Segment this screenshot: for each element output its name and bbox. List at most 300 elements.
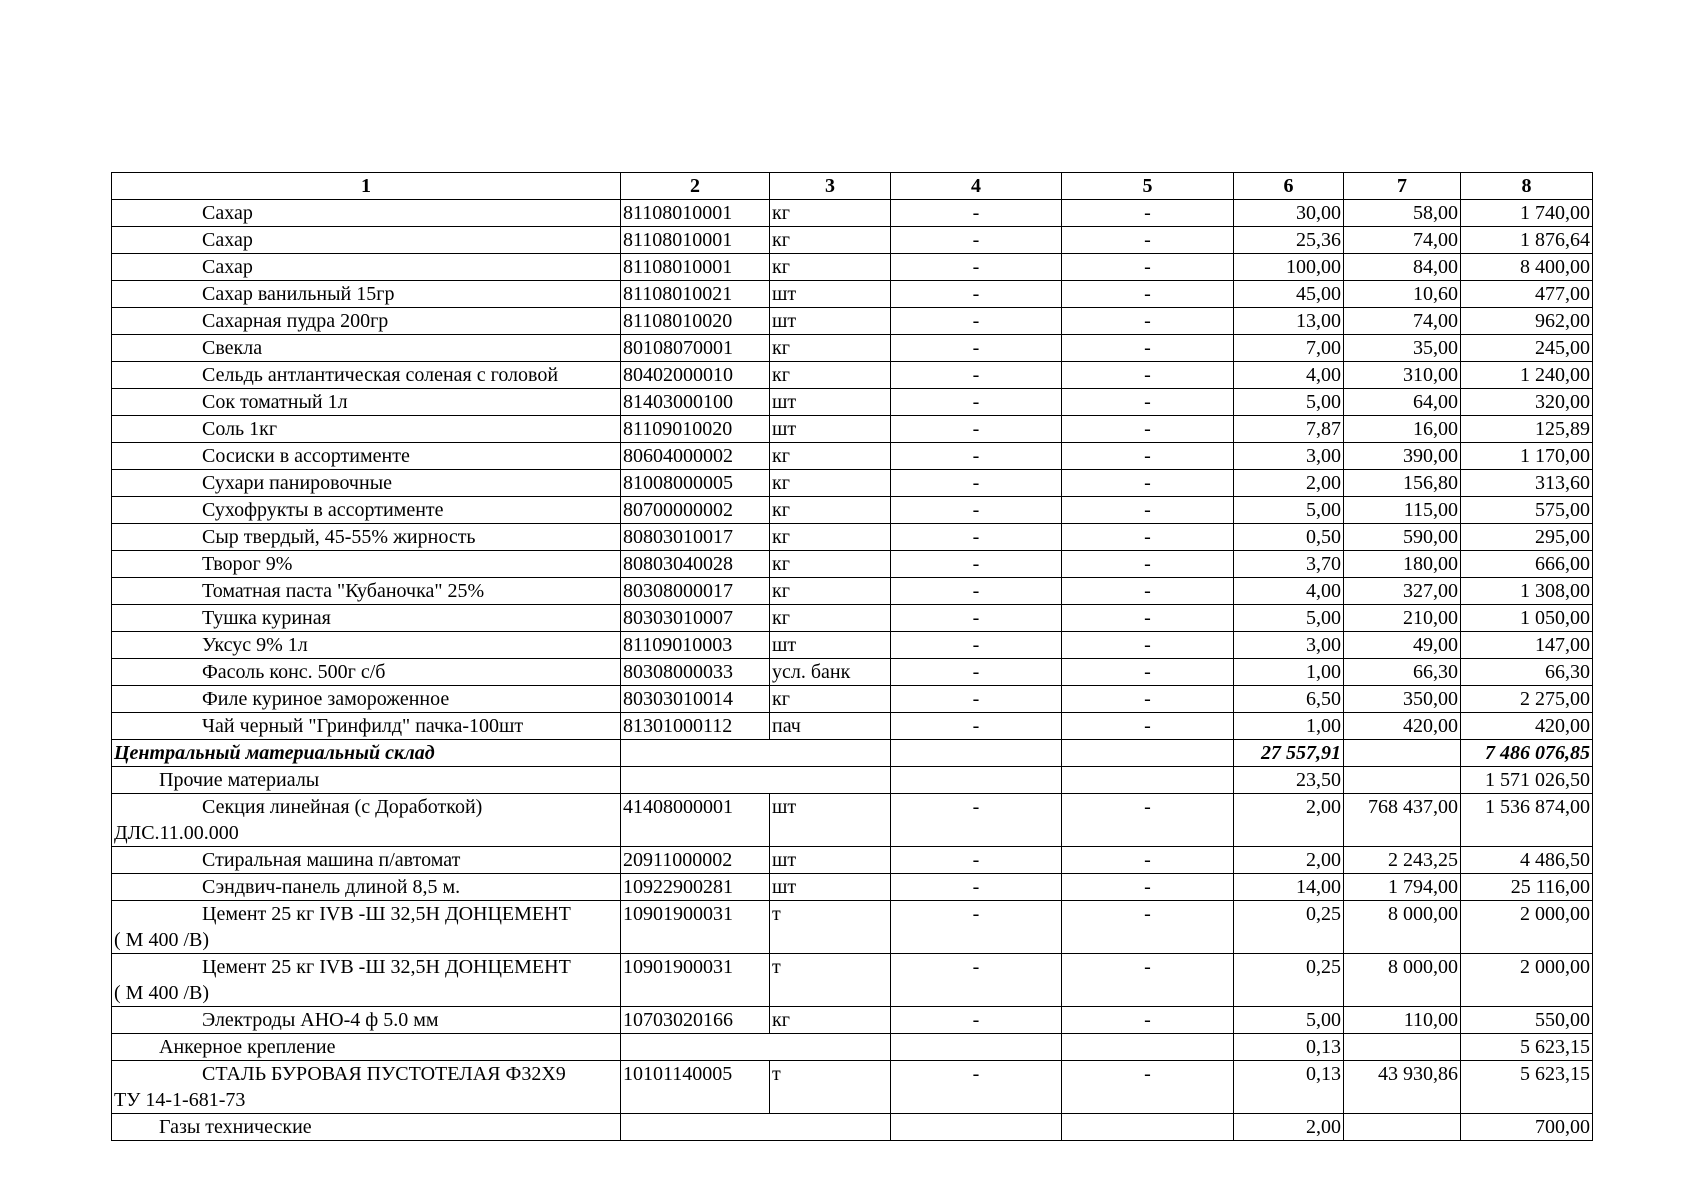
item-price: 180,00 [1344,551,1461,578]
item-col-5: - [1062,551,1234,578]
header-col-3: 3 [770,173,891,200]
item-col-4: - [891,954,1062,1007]
table-row [112,954,1593,1007]
item-unit: шт [770,389,891,416]
group-name-cell [112,1114,621,1141]
item-col-4: - [891,605,1062,632]
item-name: СТАЛЬ БУРОВАЯ ПУСТОТЕЛАЯ Ф32Х9 [202,1063,566,1085]
group-name: Прочие материалы [159,769,320,791]
table-row [112,847,1593,874]
table-row [112,605,1593,632]
table-row [112,632,1593,659]
item-total: 1 536 874,00 [1461,794,1593,847]
item-total: 320,00 [1461,389,1593,416]
item-total: 477,00 [1461,281,1593,308]
item-name-cell [112,686,621,713]
item-col-4: - [891,524,1062,551]
item-quantity: 30,00 [1234,200,1344,227]
item-name: Творог 9% [202,553,293,575]
item-code: 81403000100 [621,389,770,416]
item-total: 5 623,15 [1461,1061,1593,1114]
group-quantity: 2,00 [1234,1114,1344,1141]
item-code: 81008000005 [621,470,770,497]
item-code: 10901900031 [621,901,770,954]
header-row [112,173,1593,200]
item-col-4: - [891,389,1062,416]
table-row [112,659,1593,686]
table-row [112,281,1593,308]
header-col-5: 5 [1062,173,1234,200]
header-col-4: 4 [891,173,1062,200]
item-price: 35,00 [1344,335,1461,362]
item-col-5: - [1062,713,1234,740]
item-unit: кг [770,254,891,281]
table-row [112,713,1593,740]
item-name: Сельдь антлантическая соленая с головой [202,364,559,386]
item-col-5: - [1062,686,1234,713]
item-unit: т [770,954,891,1007]
item-col-5: - [1062,335,1234,362]
item-code: 80803040028 [621,551,770,578]
item-col-4: - [891,794,1062,847]
item-code: 81108010001 [621,200,770,227]
item-col-4: - [891,874,1062,901]
item-name: Сахар [202,256,253,278]
merged-blank [621,1114,891,1141]
item-price: 74,00 [1344,308,1461,335]
item-code: 10922900281 [621,874,770,901]
item-col-5: - [1062,954,1234,1007]
item-name-cell [112,954,621,1007]
item-code: 80303010014 [621,686,770,713]
item-name-cell [112,335,621,362]
item-col-4: - [891,443,1062,470]
group-name: Анкерное крепление [159,1036,336,1058]
item-code: 41408000001 [621,794,770,847]
item-unit: кг [770,578,891,605]
section-name-cell [112,740,621,767]
item-total: 1 050,00 [1461,605,1593,632]
item-price: 590,00 [1344,524,1461,551]
item-quantity: 7,87 [1234,416,1344,443]
blank-col-5 [1062,767,1234,794]
item-name-cell [112,524,621,551]
group-total: 700,00 [1461,1114,1593,1141]
item-name: Сахар ванильный 15гр [202,283,395,305]
item-price: 49,00 [1344,632,1461,659]
blank-col-7 [1344,767,1461,794]
item-quantity: 3,00 [1234,632,1344,659]
item-name: Секция линейная (с Доработкой) [202,796,483,818]
group-name-cell [112,767,621,794]
item-name: Сок томатный 1л [202,391,348,413]
item-price: 350,00 [1344,686,1461,713]
item-code: 81108010020 [621,308,770,335]
item-name-cell [112,659,621,686]
item-col-5: - [1062,632,1234,659]
item-col-5: - [1062,578,1234,605]
item-name-cell [112,308,621,335]
item-total: 1 876,64 [1461,227,1593,254]
item-quantity: 7,00 [1234,335,1344,362]
item-quantity: 5,00 [1234,605,1344,632]
item-quantity: 1,00 [1234,659,1344,686]
header-col-8: 8 [1461,173,1593,200]
group-total: 5 623,15 [1461,1034,1593,1061]
table-row [112,335,1593,362]
item-code: 80700000002 [621,497,770,524]
item-col-5: - [1062,794,1234,847]
item-unit: пач [770,713,891,740]
item-col-5: - [1062,901,1234,954]
item-col-4: - [891,578,1062,605]
table-row [112,578,1593,605]
item-quantity: 100,00 [1234,254,1344,281]
item-col-4: - [891,659,1062,686]
item-total: 2 000,00 [1461,901,1593,954]
item-name-cell [112,443,621,470]
group-row [112,767,1593,794]
section-name: Центральный материальный склад [114,742,435,764]
item-quantity: 0,50 [1234,524,1344,551]
table-row [112,794,1593,847]
item-col-5: - [1062,227,1234,254]
item-name-continued: ( М 400 /В) [114,929,209,951]
item-price: 420,00 [1344,713,1461,740]
item-total: 1 740,00 [1461,200,1593,227]
table-row [112,497,1593,524]
item-name-cell [112,227,621,254]
item-name-cell [112,605,621,632]
item-quantity: 3,00 [1234,443,1344,470]
item-quantity: 5,00 [1234,1007,1344,1034]
item-name: Электроды АНО-4 ф 5.0 мм [202,1009,439,1031]
item-name-continued: ( М 400 /В) [114,982,209,1004]
group-name-cell [112,1034,621,1061]
item-name: Стиральная машина п/автомат [202,849,461,871]
item-name: Сухофрукты в ассортименте [202,499,444,521]
group-total: 1 571 026,50 [1461,767,1593,794]
item-unit: кг [770,551,891,578]
item-quantity: 4,00 [1234,362,1344,389]
table-row [112,874,1593,901]
blank-col-4 [891,740,1062,767]
item-unit: шт [770,632,891,659]
blank-col-7 [1344,1114,1461,1141]
item-unit: шт [770,874,891,901]
item-name-continued: ДЛС.11.00.000 [114,822,239,844]
item-quantity: 2,00 [1234,470,1344,497]
group-row [112,1034,1593,1061]
item-unit: шт [770,416,891,443]
item-col-4: - [891,713,1062,740]
item-name: Сахарная пудра 200гр [202,310,389,332]
item-col-4: - [891,1007,1062,1034]
item-col-5: - [1062,281,1234,308]
item-quantity: 25,36 [1234,227,1344,254]
item-unit: кг [770,443,891,470]
item-price: 74,00 [1344,227,1461,254]
item-total: 66,30 [1461,659,1593,686]
item-name-cell [112,389,621,416]
item-quantity: 5,00 [1234,389,1344,416]
item-unit: кг [770,497,891,524]
item-total: 4 486,50 [1461,847,1593,874]
header-col-6: 6 [1234,173,1344,200]
item-unit: кг [770,686,891,713]
item-code: 81109010003 [621,632,770,659]
item-name: Уксус 9% 1л [202,634,308,656]
item-col-4: - [891,308,1062,335]
item-unit: кг [770,200,891,227]
item-code: 81108010001 [621,254,770,281]
item-col-4: - [891,497,1062,524]
item-col-5: - [1062,308,1234,335]
item-col-5: - [1062,443,1234,470]
item-total: 575,00 [1461,497,1593,524]
item-total: 420,00 [1461,713,1593,740]
item-total: 1 240,00 [1461,362,1593,389]
item-total: 962,00 [1461,308,1593,335]
item-col-4: - [891,901,1062,954]
item-unit: кг [770,335,891,362]
table-row [112,1061,1593,1114]
blank-col-5 [1062,1114,1234,1141]
item-unit: т [770,1061,891,1114]
item-quantity: 2,00 [1234,794,1344,847]
item-name-continued: ТУ 14-1-681-73 [114,1089,246,1111]
item-price: 327,00 [1344,578,1461,605]
item-total: 2 275,00 [1461,686,1593,713]
item-col-5: - [1062,1061,1234,1114]
item-col-5: - [1062,497,1234,524]
item-price: 2 243,25 [1344,847,1461,874]
item-code: 80308000033 [621,659,770,686]
item-price: 16,00 [1344,416,1461,443]
table-row [112,470,1593,497]
item-quantity: 5,00 [1234,497,1344,524]
item-quantity: 3,70 [1234,551,1344,578]
item-col-5: - [1062,605,1234,632]
item-code: 10703020166 [621,1007,770,1034]
item-unit: кг [770,1007,891,1034]
item-total: 550,00 [1461,1007,1593,1034]
item-code: 10101140005 [621,1061,770,1114]
item-col-4: - [891,200,1062,227]
item-col-4: - [891,362,1062,389]
item-total: 313,60 [1461,470,1593,497]
table-row [112,200,1593,227]
item-code: 81108010001 [621,227,770,254]
item-name-cell [112,632,621,659]
item-col-5: - [1062,416,1234,443]
item-name: Цемент 25 кг IVB -Ш 32,5Н ДОНЦЕМЕНТ [202,956,571,978]
item-name: Соль 1кг [202,418,278,440]
item-total: 295,00 [1461,524,1593,551]
item-unit: кг [770,470,891,497]
table-row [112,227,1593,254]
item-col-4: - [891,254,1062,281]
item-quantity: 14,00 [1234,874,1344,901]
merged-blank [621,740,891,767]
item-name-cell [112,362,621,389]
item-unit: кг [770,227,891,254]
item-unit: шт [770,794,891,847]
item-name: Свекла [202,337,263,359]
group-name: Газы технические [159,1116,312,1138]
item-name-cell [112,901,621,954]
item-name-cell [112,470,621,497]
item-total: 245,00 [1461,335,1593,362]
item-price: 43 930,86 [1344,1061,1461,1114]
group-row [112,1114,1593,1141]
item-total: 25 116,00 [1461,874,1593,901]
item-price: 58,00 [1344,200,1461,227]
item-name: Сыр твердый, 45-55% жирность [202,526,476,548]
item-name: Филе куриное замороженное [202,688,450,710]
item-total: 1 170,00 [1461,443,1593,470]
blank-col-5 [1062,1034,1234,1061]
item-quantity: 1,00 [1234,713,1344,740]
item-name: Сэндвич-панель длиной 8,5 м. [202,876,461,898]
item-code: 81301000112 [621,713,770,740]
item-col-4: - [891,551,1062,578]
item-col-4: - [891,470,1062,497]
item-code: 80803010017 [621,524,770,551]
item-code: 80108070001 [621,335,770,362]
item-name: Сахар [202,202,253,224]
item-price: 310,00 [1344,362,1461,389]
item-code: 81108010021 [621,281,770,308]
blank-col-7 [1344,740,1461,767]
group-quantity: 0,13 [1234,1034,1344,1061]
item-col-4: - [891,281,1062,308]
item-code: 20911000002 [621,847,770,874]
item-unit: усл. банк [770,659,891,686]
item-name: Сухари панировочные [202,472,393,494]
item-col-5: - [1062,470,1234,497]
item-col-4: - [891,335,1062,362]
materials-table [111,172,1593,1141]
header-col-7: 7 [1344,173,1461,200]
blank-col-4 [891,767,1062,794]
item-price: 10,60 [1344,281,1461,308]
item-code: 80303010007 [621,605,770,632]
item-total: 2 000,00 [1461,954,1593,1007]
item-col-5: - [1062,659,1234,686]
table-row [112,362,1593,389]
item-quantity: 13,00 [1234,308,1344,335]
item-price: 156,80 [1344,470,1461,497]
item-total: 8 400,00 [1461,254,1593,281]
header-col-1: 1 [112,173,621,200]
item-name: Фасоль конс. 500г с/б [202,661,386,683]
item-quantity: 2,00 [1234,847,1344,874]
item-code: 80604000002 [621,443,770,470]
group-quantity: 23,50 [1234,767,1344,794]
item-col-5: - [1062,1007,1234,1034]
item-unit: кг [770,605,891,632]
item-name: Сахар [202,229,253,251]
item-col-5: - [1062,389,1234,416]
item-code: 80308000017 [621,578,770,605]
item-name-cell [112,578,621,605]
item-price: 64,00 [1344,389,1461,416]
section-total: 7 486 076,85 [1461,740,1593,767]
item-price: 84,00 [1344,254,1461,281]
item-name-cell [112,497,621,524]
item-price: 115,00 [1344,497,1461,524]
item-price: 110,00 [1344,1007,1461,1034]
item-name: Тушка куриная [202,607,331,629]
item-col-5: - [1062,874,1234,901]
table-row [112,551,1593,578]
item-unit: т [770,901,891,954]
item-quantity: 45,00 [1234,281,1344,308]
item-unit: шт [770,281,891,308]
header-col-2: 2 [621,173,770,200]
item-total: 1 308,00 [1461,578,1593,605]
item-col-4: - [891,632,1062,659]
table-row [112,416,1593,443]
item-col-4: - [891,227,1062,254]
item-col-5: - [1062,254,1234,281]
item-col-5: - [1062,362,1234,389]
item-col-4: - [891,416,1062,443]
item-price: 1 794,00 [1344,874,1461,901]
item-unit: кг [770,362,891,389]
blank-col-7 [1344,1034,1461,1061]
item-col-4: - [891,847,1062,874]
table-row [112,308,1593,335]
item-total: 147,00 [1461,632,1593,659]
item-name-cell [112,416,621,443]
item-price: 66,30 [1344,659,1461,686]
item-name-cell [112,1061,621,1114]
item-col-4: - [891,686,1062,713]
item-price: 8 000,00 [1344,954,1461,1007]
item-quantity: 0,25 [1234,954,1344,1007]
table-row [112,1007,1593,1034]
item-total: 666,00 [1461,551,1593,578]
item-code: 80402000010 [621,362,770,389]
table-row [112,686,1593,713]
section-quantity: 27 557,91 [1234,740,1344,767]
item-quantity: 0,25 [1234,901,1344,954]
item-price: 8 000,00 [1344,901,1461,954]
blank-col-5 [1062,740,1234,767]
item-name-cell [112,551,621,578]
item-name-cell [112,794,621,847]
item-total: 125,89 [1461,416,1593,443]
item-code: 10901900031 [621,954,770,1007]
table-row [112,254,1593,281]
table-row [112,389,1593,416]
table-row [112,901,1593,954]
section-row [112,740,1593,767]
item-name-cell [112,254,621,281]
item-col-5: - [1062,200,1234,227]
item-quantity: 0,13 [1234,1061,1344,1114]
merged-blank [621,1034,891,1061]
item-name: Чай черный "Гринфилд" пачка-100шт [202,715,524,737]
item-name-cell [112,281,621,308]
item-col-4: - [891,1061,1062,1114]
item-name: Цемент 25 кг IVB -Ш 32,5Н ДОНЦЕМЕНТ [202,903,571,925]
item-name-cell [112,847,621,874]
blank-col-4 [891,1114,1062,1141]
item-price: 768 437,00 [1344,794,1461,847]
